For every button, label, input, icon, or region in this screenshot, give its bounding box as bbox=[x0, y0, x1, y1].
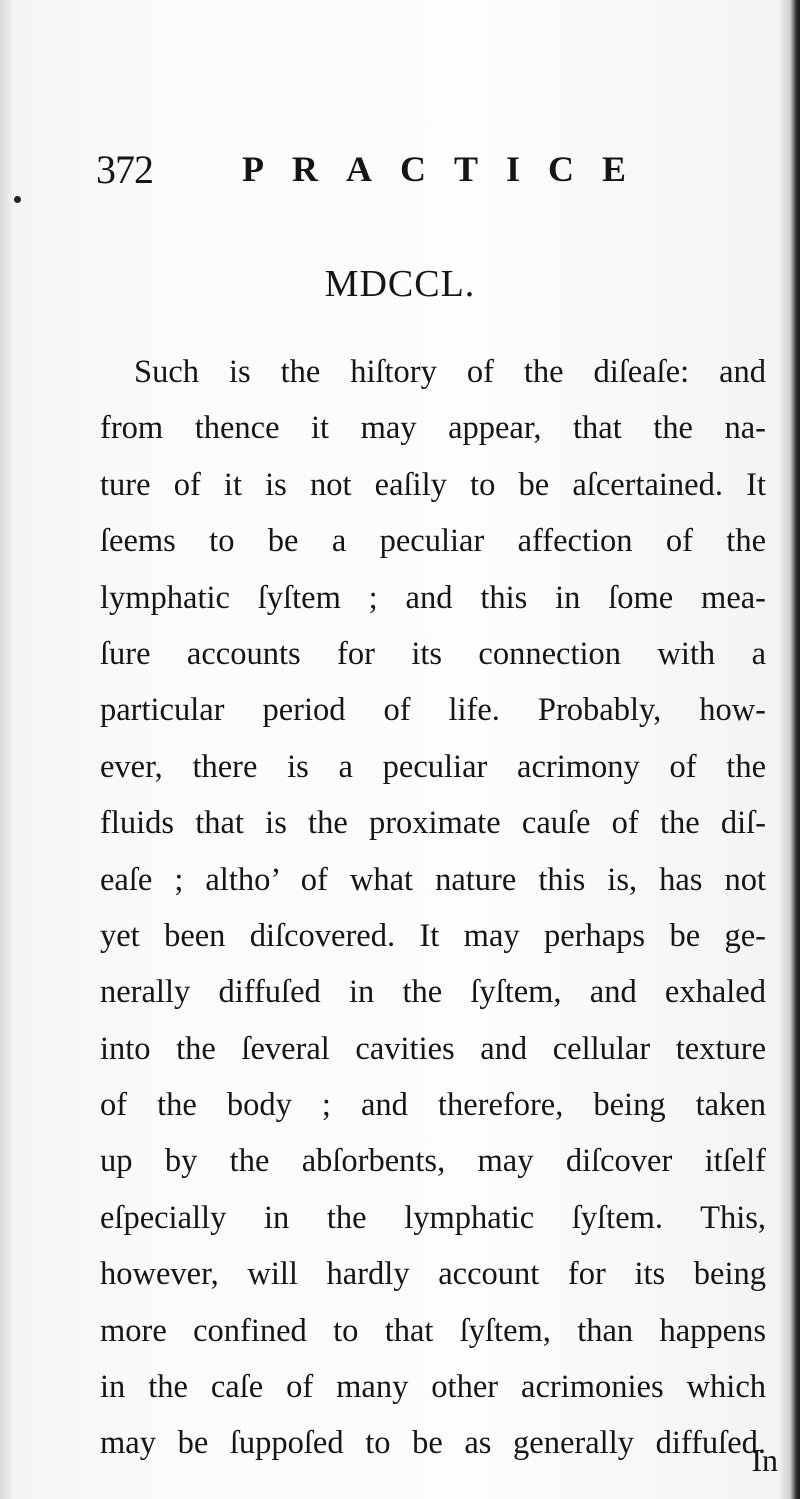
text-line: of the body ; and therefore, being taken bbox=[100, 1087, 766, 1124]
text-line: may be ſuppoſed to be as generally diffuſed. bbox=[100, 1425, 766, 1462]
page-edge bbox=[778, 0, 800, 1499]
text-line: lymphatic ſyſtem ; and this in ſome mea- bbox=[100, 579, 766, 616]
text-line: ſeems to be a peculiar affection of the bbox=[100, 523, 766, 560]
text-line: fluids that is the proximate cauſe of the diſ- bbox=[100, 805, 766, 842]
gutter-shadow bbox=[0, 0, 14, 1499]
ink-speck bbox=[14, 196, 21, 203]
text-line: up by the abſorbents, may diſcover itſelf bbox=[100, 1143, 766, 1180]
section-title: MDCCL. bbox=[324, 263, 476, 305]
text-line: eaſe ; altho’ of what nature this is, has not bbox=[100, 861, 766, 898]
text-line: yet been diſcovered. It may perhaps be ge- bbox=[100, 917, 766, 954]
text-line: particular period of life. Probably, how- bbox=[100, 692, 766, 729]
text-line: from thence it may appear, that the na- bbox=[100, 410, 766, 447]
running-title: PRACTICE bbox=[242, 149, 655, 189]
text-line: eſpecially in the lymphatic ſyſtem. This, bbox=[100, 1199, 766, 1236]
body-text bbox=[100, 344, 766, 1472]
catchword: In bbox=[751, 1442, 778, 1478]
text-line: more confined to that ſyſtem, than happens bbox=[100, 1312, 766, 1349]
running-head bbox=[96, 146, 656, 206]
page-number: 372 bbox=[96, 147, 153, 192]
text-line: Such is the hiſtory of the diſeaſe: and bbox=[134, 354, 766, 390]
text-line: ſure accounts for its connection with a bbox=[100, 635, 766, 672]
text-line: ture of it is not eaſily to be aſcertained. It bbox=[100, 466, 766, 503]
text-line: ever, there is a peculiar acrimony of the bbox=[100, 748, 766, 785]
text-line: nerally diffuſed in the ſyſtem, and exhaled bbox=[100, 974, 766, 1011]
text-line: however, will hardly account for its being bbox=[100, 1256, 766, 1293]
text-line: into the ſeveral cavities and cellular texture bbox=[100, 1030, 766, 1067]
text-line: in the caſe of many other acrimonies which bbox=[100, 1369, 766, 1406]
